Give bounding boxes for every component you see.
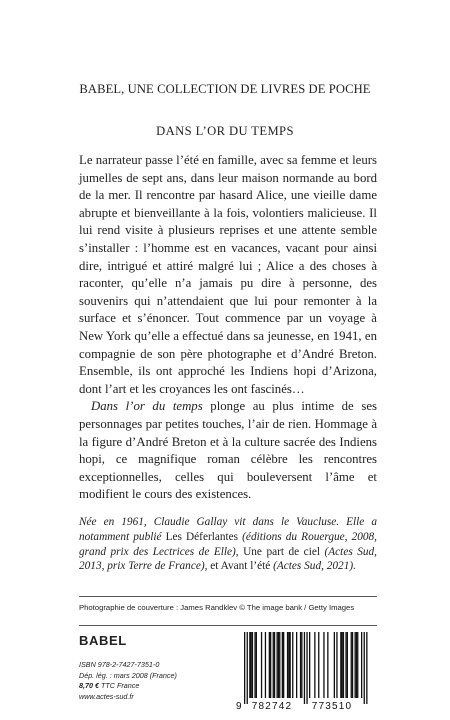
barcode-bar — [274, 632, 275, 698]
barcode-bar — [256, 632, 257, 698]
summary-paragraph-2 — [79, 398, 377, 504]
imprint-logo: BABEL — [79, 633, 127, 648]
legal-deposit: Dép. lég. : mars 2008 (France) — [79, 670, 177, 680]
barcode-bar — [347, 632, 348, 698]
barcode-bar — [309, 632, 310, 698]
bio-text-1: Née en 1961, Claudie Gallay vit dans le Vaucluse. Elle a notamment publié — [79, 516, 377, 543]
barcode-bar — [334, 632, 335, 698]
barcode-bar — [301, 632, 302, 698]
barcode-bar — [244, 632, 245, 704]
barcode-bar — [278, 632, 279, 698]
barcode-bar — [340, 632, 341, 698]
barcode-bar — [342, 632, 343, 698]
barcode-bar — [251, 632, 252, 698]
barcode-bars — [244, 632, 368, 704]
barcode-bar — [300, 632, 301, 698]
summary — [79, 152, 377, 504]
barcode-bar — [364, 632, 365, 704]
series-line: BABEL, UNE COLLECTION DE LIVRES DE POCHE — [79, 82, 371, 96]
author-bio — [79, 515, 377, 574]
barcode-bar — [343, 632, 344, 698]
summary-paragraph-1: Le narrateur passe l’été en famille, avec sa femme et leurs jumelles de sept ans, dans leur maison normande au bord de la mer. Il rencontre par hasard Alice, une vieille dame abrupte et bienveillante à la fois, volontiers malicieuse. Il lui rend visite à plusieurs reprises et une attente semble s’installer : l’homme est en vacances, vacant pour ainsi dire, intrigué et attiré malgré lui ; Alice a des choses à raconter, qu’elle n’a jamais pu dire à personne, des souvenirs qui n’attendaient que lui pour remonter à la surface et s’énoncer. Tout commence par un voyage à New York qu’elle a effectué dans sa jeunesse, en 1941, en compagnie de son père photographe et d’André Breton. Ensemble, ils ont approché les Indiens hopi d’Arizona, dont l’art et les croyances les ont fascinés… — [79, 153, 377, 396]
summary-paragraph-2-text: plonge au plus intime de ses personnages par petites touches, l’air de rien. Hommage à la figure d’André Breton et à la culture sacrée des Indiens hopi, ce magnifique roman célèbre les rencontres exceptionnelles, celles qui bouleversent l’âme et modifient le cours des existences. — [79, 399, 377, 502]
barcode-bar — [356, 632, 357, 698]
website: www.actes-sud.fr — [79, 691, 134, 701]
barcode-bar — [249, 632, 250, 698]
bio-text-2: (éditions du Rouergue, 2008, grand prix des Lectrices de Elle), — [79, 530, 377, 558]
barcode-bar — [351, 632, 352, 698]
barcode-bar — [323, 632, 324, 698]
barcode-bar — [304, 632, 305, 704]
barcode-graphic — [232, 630, 377, 712]
barcode-bar — [279, 632, 280, 698]
book-title: DANS L’OR DU TEMPS — [156, 124, 294, 138]
barcode-bar — [357, 632, 358, 698]
barcode-bar — [366, 632, 367, 704]
barcode-bar — [261, 632, 262, 698]
barcode — [232, 630, 377, 712]
price-suffix: TTC France — [98, 681, 140, 691]
barcode-bar — [287, 632, 288, 698]
barcode-bar — [273, 632, 274, 698]
barcode-bar — [277, 632, 278, 698]
photo-credit: Photographie de couverture : James Randklev © The image bank / Getty Images — [79, 603, 355, 612]
barcode-bar — [292, 632, 293, 698]
barcode-bar — [252, 632, 253, 698]
barcode-bar — [314, 632, 315, 698]
bio-book-2: Une part de ciel — [243, 545, 320, 558]
price: 8,70 € — [79, 681, 99, 691]
divider-bottom — [79, 625, 377, 626]
barcode-bar — [282, 632, 283, 698]
bio-text-4: (Actes Sud, 2021). — [270, 560, 356, 573]
bio-book-3: et Avant l’été — [210, 560, 271, 573]
barcode-bar — [345, 632, 346, 698]
barcode-bar — [265, 632, 266, 698]
isbn: ISBN 978-2-7427-7351-0 — [79, 660, 160, 669]
barcode-bar — [336, 632, 337, 698]
barcode-bar — [318, 632, 319, 698]
barcode-first-digit: 9 — [236, 701, 242, 712]
barcode-bar — [269, 632, 270, 698]
barcode-bar — [327, 632, 328, 698]
barcode-bar — [355, 632, 356, 698]
barcode-bar — [283, 632, 284, 698]
barcode-left-digits: 782742 — [251, 701, 293, 712]
barcode-bar — [288, 632, 289, 698]
summary-title-ref: Dans l’or du temps — [91, 399, 203, 414]
bio-text-3: (Actes Sud, 2013, prix Terre de France), — [79, 545, 378, 573]
barcode-bar — [254, 632, 255, 698]
price-line — [79, 681, 229, 692]
barcode-bar — [361, 632, 362, 698]
barcode-bar — [247, 632, 248, 704]
publication-info — [79, 660, 229, 702]
barcode-right-digits: 773510 — [311, 701, 353, 712]
barcode-bar — [290, 632, 291, 698]
barcode-bar — [352, 632, 353, 698]
barcode-bar — [296, 632, 297, 698]
barcode-bar — [306, 632, 307, 704]
divider-top — [79, 596, 377, 597]
bio-book-1: Les Déferlantes — [165, 530, 239, 543]
barcode-bar — [270, 632, 271, 698]
